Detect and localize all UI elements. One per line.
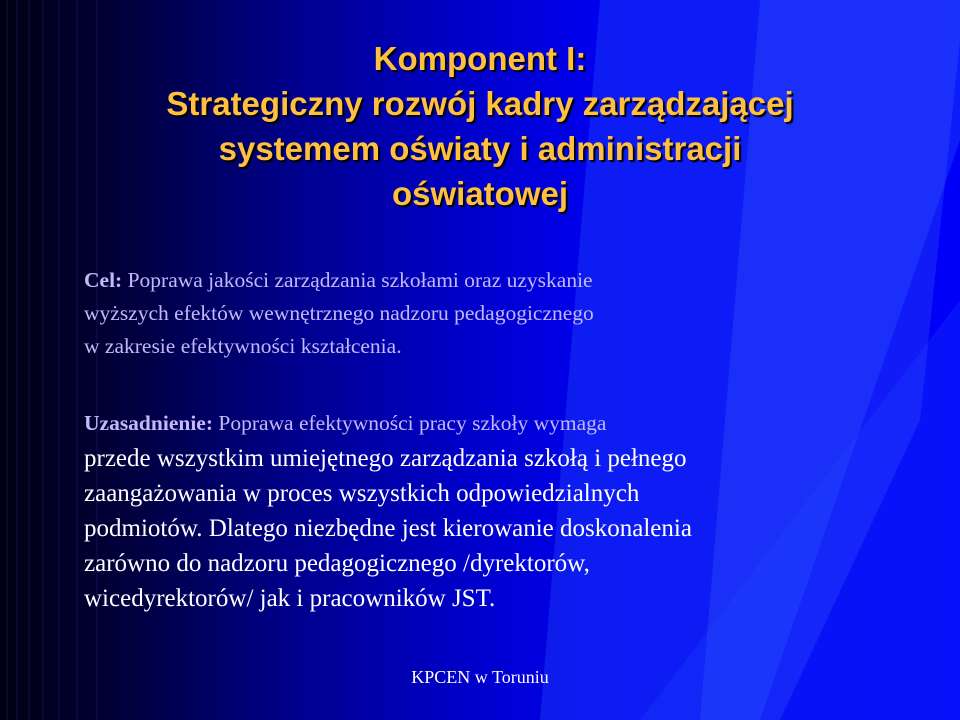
justification-label: Uzasadnienie: (84, 411, 213, 435)
justification-line: zaangażowania w proces wszystkich odpowiedzialnych (84, 480, 640, 507)
title-line: systemem oświaty i administracji (218, 130, 742, 167)
justification-line: wicedyrektorów/ jak i pracowników JST. (84, 585, 496, 612)
goal-line: w zakresie efektywności kształcenia. (84, 334, 402, 358)
justification-line: przede wszystkim umiejętnego zarządzania szkołą i pełnego (84, 445, 687, 472)
goal-label: Cel: (84, 268, 123, 292)
goal-text: Poprawa jakości zarządzania szkołami oraz uzyskanie (122, 268, 593, 292)
title-line: Komponent I: (373, 40, 587, 77)
goal-paragraph (84, 264, 884, 363)
justification-line: podmiotów. Dlatego niezbędne jest kierowanie doskonalenia (84, 515, 692, 542)
justification-text: Poprawa efektywności pracy szkoły wymaga (213, 411, 607, 435)
title-line: oświatowej (391, 175, 569, 212)
goal-line (84, 264, 884, 297)
title-line: Strategiczny rozwój kadry zarządzającej (166, 85, 794, 122)
justification-paragraph (84, 406, 884, 616)
slide-title (60, 36, 900, 216)
justification-line (84, 406, 884, 441)
goal-line: wyższych efektów wewnętrznego nadzoru pedagogicznego (84, 301, 594, 325)
justification-line: zarówno do nadzoru pedagogicznego /dyrektorów, (84, 550, 590, 577)
footer-label: KPCEN w Toruniu (411, 667, 549, 687)
